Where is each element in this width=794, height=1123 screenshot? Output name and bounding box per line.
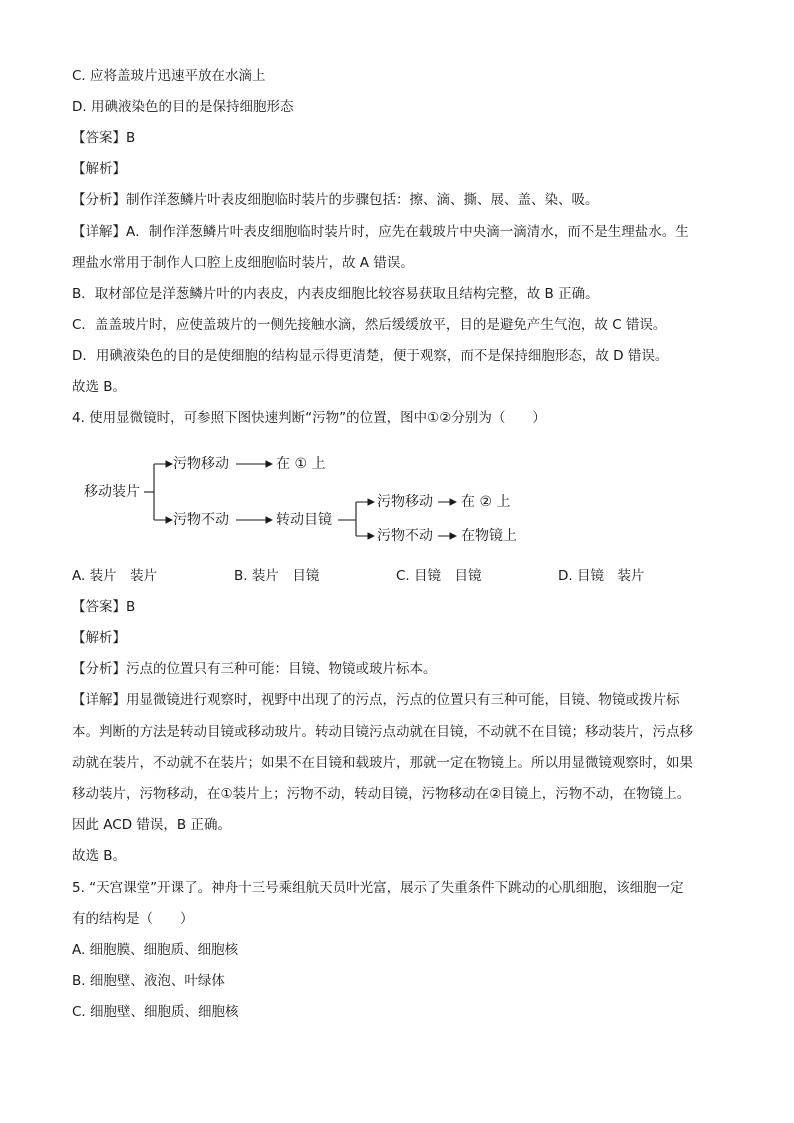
q4-detail-line-4: 移动装片，污物移动，在①装片上；污物不动，转动目镜，污物移动在②目镜上，污物不动，在物镜上。 — [72, 786, 691, 802]
q4-conclusion: 故选 B。 — [72, 848, 127, 864]
q5-option-a: A. 细胞膜、细胞质、细胞核 — [72, 942, 239, 958]
q4-analysis: 【分析】污点的位置只有三种可能：目镜、物镜或玻片标本。 — [72, 661, 437, 677]
q3-detail-d: D．用碘液染色的目的是使细胞的结构显示得更清楚，便于观察，而不是保持细胞形态，故 D 错误。 — [72, 348, 669, 364]
q4-option-c: C. 目镜 目镜 — [396, 568, 482, 584]
q3-option-d: D. 用碘液染色的目的是保持细胞形态 — [72, 99, 294, 115]
q4-detail-line-1: 【详解】用显微镜进行观察时，视野中出现了的污点，污点的位置只有三种可能，目镜、物镜或拨片标 — [72, 692, 680, 708]
q3-detail-b: B．取材部位是洋葱鳞片叶的内表皮，内表皮细胞比较容易获取且结构完整，故 B 正确。 — [72, 286, 599, 302]
q5-stem-line-1: 5. “天宫课堂”开课了。神舟十三号乘组航天员叶光富，展示了失重条件下跳动的心肌细胞，该细胞一定 — [72, 880, 684, 896]
q5-option-c: C. 细胞壁、细胞质、细胞核 — [72, 1004, 239, 1020]
q4-detail-line-3: 动就在装片，不动就不在装片；如果不在目镜和载玻片，那就一定在物镜上。所以用显微镜观察时，如果 — [72, 755, 693, 771]
q3-detail-c: C．盖盖玻片时，应使盖玻片的一侧先接触水滴，然后缓缓放平，目的是避免产生气泡，故 C 错误。 — [72, 317, 667, 333]
q5-option-b: B. 细胞壁、液泡、叶绿体 — [72, 973, 225, 989]
q4-detail-line-2: 本。判断的方法是转动目镜或移动玻片。转动目镜污点动就在目镜，不动就不在目镜；移动装片，污点移 — [72, 724, 693, 740]
diagram-result-top: 在 ① 上 — [276, 456, 326, 472]
diagram-sub-top: 污物移动 — [377, 494, 433, 510]
diagram-sub-bottom-result: 在物镜上 — [461, 528, 517, 544]
diagram-sub-top-result: 在 ② 上 — [461, 494, 511, 510]
q3-option-c: C. 应将盖玻片迅速平放在水滴上 — [72, 68, 266, 84]
q3-analysis: 【分析】制作洋葱鳞片叶表皮细胞临时装片的步骤包括：擦、滴、撕、展、盖、染、吸。 — [72, 192, 599, 208]
diagram-middle: 转动目镜 — [276, 512, 332, 528]
q4-option-d: D. 目镜 装片 — [558, 568, 645, 584]
q4-option-b: B. 装片 目镜 — [234, 568, 320, 584]
q5-stem-line-2: 有的结构是（ ） — [72, 911, 194, 927]
flow-diagram — [76, 448, 546, 553]
q3-answer: 【答案】B — [72, 130, 136, 146]
q3-analysis-heading: 【解析】 — [72, 161, 126, 177]
diagram-branch-top: 污物移动 — [173, 456, 229, 472]
diagram-root: 移动装片 — [84, 484, 140, 500]
q4-detail-line-5: 因此 ACD 错误，B 正确。 — [72, 817, 231, 833]
q3-detail-line-1: 【详解】A．制作洋葱鳞片叶表皮细胞临时装片时，应先在载玻片中央滴一滴清水，而不是生理盐水。生 — [72, 224, 689, 240]
q4-analysis-heading: 【解析】 — [72, 630, 126, 646]
q4-option-a: A. 装片 装片 — [72, 568, 158, 584]
q3-conclusion: 故选 B。 — [72, 379, 127, 395]
q3-detail-line-2: 理盐水常用于制作人口腔上皮细胞临时装片，故 A 错误。 — [72, 255, 414, 271]
diagram-branch-bottom: 污物不动 — [173, 512, 229, 528]
diagram-sub-bottom: 污物不动 — [377, 528, 433, 544]
q4-answer: 【答案】B — [72, 599, 136, 615]
q4-stem: 4. 使用显微镜时，可参照下图快速判断“污物”的位置，图中①②分别为（ ） — [72, 410, 546, 426]
